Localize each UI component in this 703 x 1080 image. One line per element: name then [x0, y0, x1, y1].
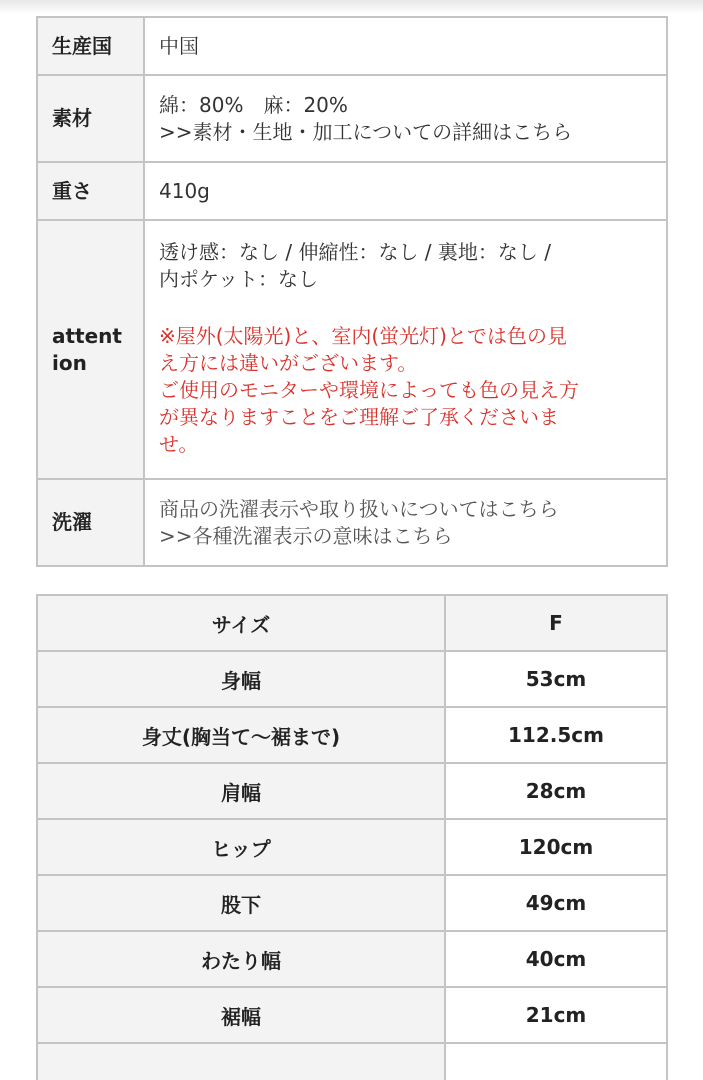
- size-row-label: 身幅: [37, 651, 445, 707]
- size-table: [36, 594, 668, 1080]
- size-row-partial: [37, 1043, 667, 1080]
- spec-row-attention: [37, 220, 667, 479]
- washing-info-link[interactable]: 商品の洗濯表示や取り扱いについてはこちら: [159, 496, 559, 521]
- size-row-label: わたり幅: [37, 931, 445, 987]
- spec-label-origin: 生産国: [37, 17, 144, 75]
- attention-warning-line: が異なりますことをご理解ご了承くださいま: [159, 405, 559, 429]
- size-row-value-empty: [445, 1043, 667, 1080]
- attention-warning-line: ※屋外(太陽光)と、室内(蛍光灯)とでは色の見: [159, 324, 567, 348]
- size-row-label: 裾幅: [37, 987, 445, 1043]
- size-header-label: サイズ: [37, 595, 445, 651]
- size-row: [37, 875, 667, 931]
- attention-label-line1: attent: [52, 323, 122, 348]
- size-row: [37, 931, 667, 987]
- spec-row-material: [37, 75, 667, 162]
- size-header-row: [37, 595, 667, 651]
- top-shadow: [0, 0, 703, 14]
- size-row-value: 40cm: [445, 931, 667, 987]
- spec-row-washing: [37, 479, 667, 566]
- size-row: [37, 763, 667, 819]
- washing-symbols-link[interactable]: >>各種洗濯表示の意味はこちら: [159, 523, 453, 548]
- spec-row-origin: [37, 17, 667, 75]
- size-row-value: 28cm: [445, 763, 667, 819]
- attention-properties-line2: 内ポケット：なし: [159, 267, 318, 291]
- size-row-label: 肩幅: [37, 763, 445, 819]
- spec-table: [36, 16, 668, 567]
- material-composition: 綿：80% 麻：20%: [159, 92, 348, 117]
- size-row-value: 53cm: [445, 651, 667, 707]
- size-row: [37, 987, 667, 1043]
- size-row: [37, 651, 667, 707]
- spec-value-weight: 410g: [144, 162, 667, 220]
- spec-row-weight: [37, 162, 667, 220]
- spec-label-material: 素材: [37, 75, 144, 162]
- size-header-value: F: [445, 595, 667, 651]
- size-row: [37, 819, 667, 875]
- attention-properties-line1: 透け感：なし / 伸縮性：なし / 裏地：なし /: [159, 240, 552, 264]
- attention-warning-line: え方には違いがございます。: [159, 351, 418, 375]
- attention-label-line2: ion: [52, 350, 87, 375]
- attention-warning-line: せ。: [159, 432, 199, 456]
- spec-value-origin: 中国: [144, 17, 667, 75]
- spec-value-material: [144, 75, 667, 162]
- attention-warning-line: ご使用のモニターや環境によっても色の見え方: [159, 378, 579, 402]
- spec-value-washing: [144, 479, 667, 566]
- size-row-value: 21cm: [445, 987, 667, 1043]
- size-row-value: 120cm: [445, 819, 667, 875]
- attention-spacer: [159, 293, 652, 323]
- size-row-label: ヒップ: [37, 819, 445, 875]
- size-row-label: 身丈(胸当て～裾まで): [37, 707, 445, 763]
- material-detail-link[interactable]: >>素材・生地・加工についての詳細はこちら: [159, 119, 573, 144]
- size-row-value: 49cm: [445, 875, 667, 931]
- spec-label-washing: 洗濯: [37, 479, 144, 566]
- size-row-value: 112.5cm: [445, 707, 667, 763]
- size-row: [37, 707, 667, 763]
- spec-label-weight: 重さ: [37, 162, 144, 220]
- spec-label-attention: [37, 220, 144, 479]
- size-row-label: 股下: [37, 875, 445, 931]
- size-row-label-empty: [37, 1043, 445, 1080]
- spec-value-attention: [144, 220, 667, 479]
